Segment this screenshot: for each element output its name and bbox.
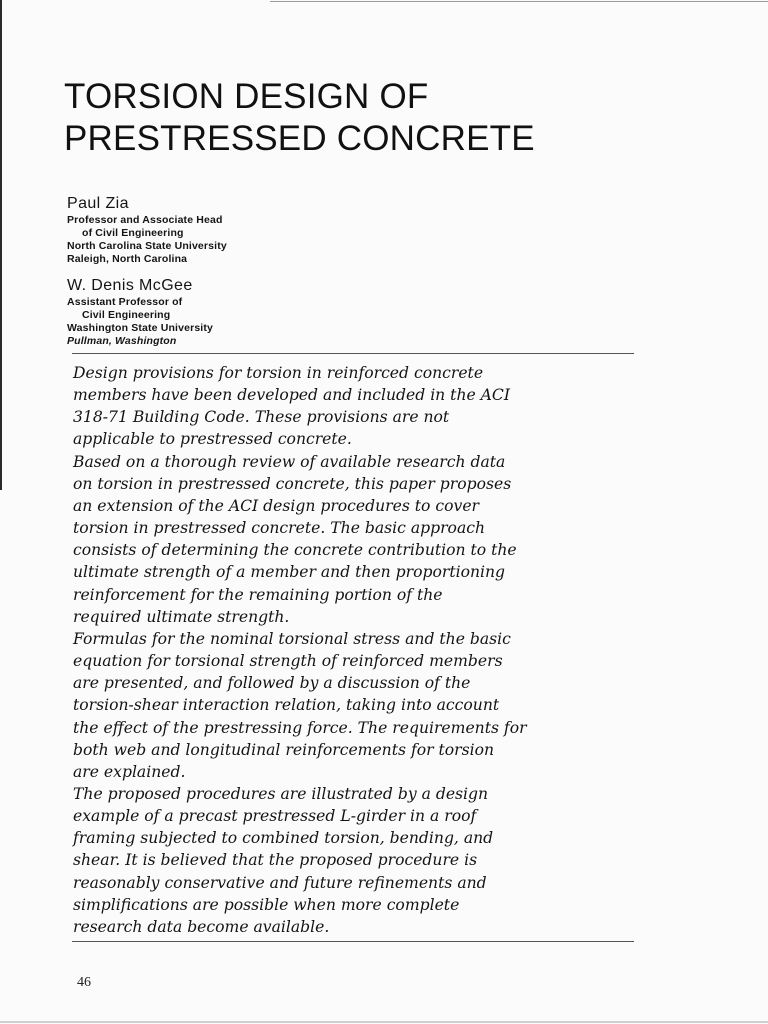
abstract-line: required ultimate strength. xyxy=(73,607,290,626)
abstract-line: equation for torsional strength of reinforced members xyxy=(73,652,503,671)
abstract-line: are presented, and followed by a discussion of the xyxy=(73,674,471,693)
abstract-line: consists of determining the concrete contribution to the xyxy=(73,541,517,560)
paper-title xyxy=(64,76,535,160)
affiliation-line: Raleigh, North Carolina xyxy=(67,253,188,265)
bottom-page-edge xyxy=(0,1021,768,1023)
abstract-line: applicable to prestressed concrete. xyxy=(73,430,352,449)
affiliation-line: Washington State University xyxy=(67,322,214,334)
abstract-line: are explained. xyxy=(73,762,186,781)
page-number: 46 xyxy=(77,975,91,990)
abstract-line: simplifications are possible when more complete xyxy=(73,895,460,914)
abstract-line: research data become available. xyxy=(73,917,330,936)
author-name: W. Denis McGee xyxy=(67,277,193,294)
affiliation-line: Pullman, Washington xyxy=(67,335,177,347)
abstract-line: the effect of the prestressing force. The requirements for xyxy=(73,718,527,737)
affiliation-line: Professor and Associate Head xyxy=(67,214,223,226)
abstract-line: ultimate strength of a member and then proportioning xyxy=(73,563,506,582)
author-block-zia xyxy=(67,194,227,266)
abstract-line: on torsion in prestressed concrete, this paper proposes xyxy=(73,474,512,493)
abstract-line: 318-71 Building Code. These provisions are not xyxy=(73,408,450,427)
affiliation-line: North Carolina State University xyxy=(67,240,227,252)
abstract-line: reasonably conservative and future refinements and xyxy=(73,873,487,892)
abstract-line: The proposed procedures are illustrated by a design xyxy=(73,784,489,803)
abstract-line: Design provisions for torsion in reinforced concrete xyxy=(73,364,484,382)
abstract-line: torsion in prestressed concrete. The basic approach xyxy=(73,519,486,538)
author-block-mcgee xyxy=(67,276,213,348)
abstract-line: an extension of the ACI design procedures to cover xyxy=(73,496,480,515)
abstract-line: members have been developed and included in the ACI xyxy=(73,386,511,405)
top-edge-rule xyxy=(270,1,768,2)
abstract-line: framing subjected to combined torsion, bending, and xyxy=(73,829,494,848)
abstract xyxy=(73,362,643,938)
left-page-edge xyxy=(0,0,2,490)
abstract-bottom-rule xyxy=(72,941,634,942)
title-line-1: TORSION DESIGN OF xyxy=(64,77,429,116)
author-name: Paul Zia xyxy=(67,195,129,212)
abstract-line: both web and longitudinal reinforcements for torsion xyxy=(73,740,495,759)
abstract-line: reinforcement for the remaining portion of the xyxy=(73,585,443,604)
abstract-line: Formulas for the nominal torsional stress and the basic xyxy=(73,629,511,648)
affiliation-line: of Civil Engineering xyxy=(82,227,184,239)
affiliation-line: Assistant Professor of xyxy=(67,296,183,308)
abstract-line: shear. It is believed that the proposed procedure is xyxy=(73,851,478,870)
affiliation-line: Civil Engineering xyxy=(82,309,171,321)
abstract-line: example of a precast prestressed L-girder in a roof xyxy=(73,807,477,826)
title-line-2: PRESTRESSED CONCRETE xyxy=(64,119,535,158)
abstract-line: torsion-shear interaction relation, taking into account xyxy=(73,696,500,715)
abstract-top-rule xyxy=(72,353,634,354)
abstract-line: Based on a thorough review of available research data xyxy=(73,452,506,471)
